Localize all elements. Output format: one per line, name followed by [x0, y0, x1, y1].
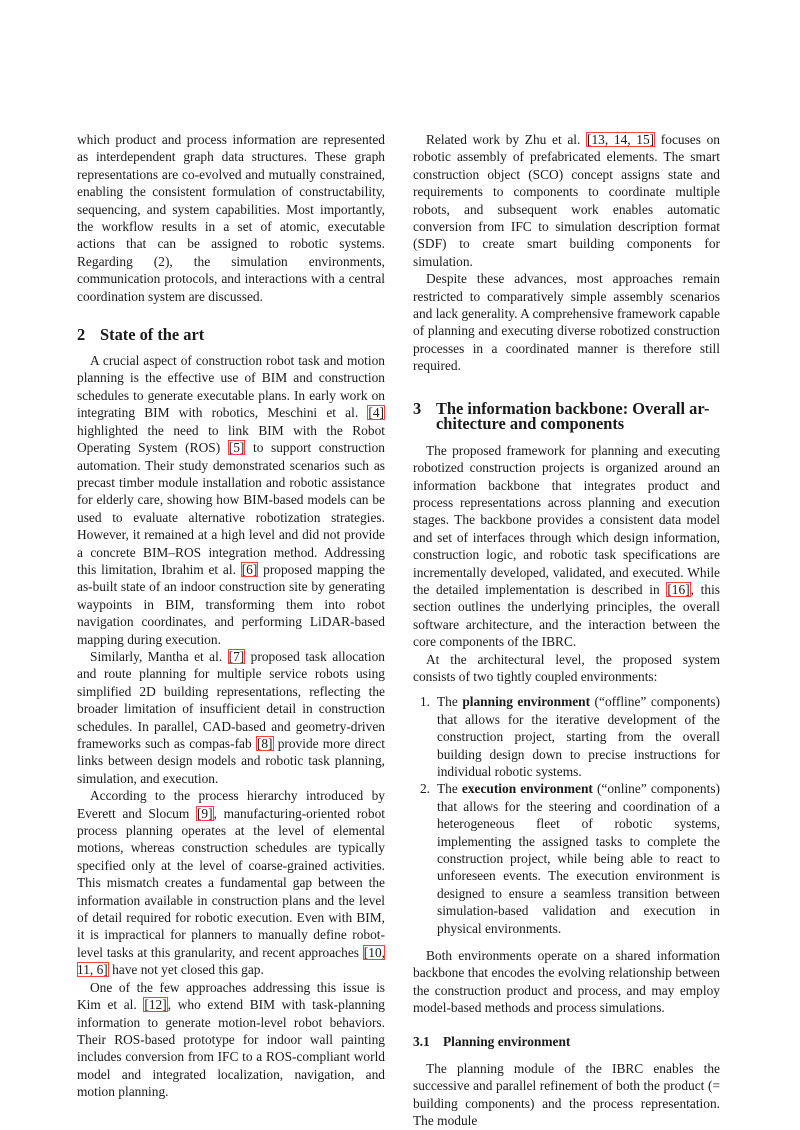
section-title: State of the art — [100, 325, 205, 345]
paragraph-shared-backbone: Both environments operate on a shared information backbone that encodes the evolving relationship between the construction product and process, and may employ model-based methods and process simulations. — [413, 948, 720, 1016]
right-column — [413, 131, 720, 1129]
paragraph-process-hierarchy — [77, 787, 385, 978]
text-run: , manufacturing-oriented robot process planning operates at the level of elemental motions, whereas construction schedules are typically specified only at the level of coarse-grained activities. This mismatch creates a fundamental gap between the information available in construction plans and the level of detail required for robotic execution. Even with BIM, it is impractical for planners to manually define robot-level tasks at this granularity, and recent approaches — [77, 805, 385, 960]
section-title-line: The information backbone: Overall ar- — [436, 398, 710, 418]
text-run: The proposed framework for planning and executing robotized construction projects is organized around an information backbone that integrates product and process representations across planning and execution stages. The backbone provides a consistent data model and set of interfaces through which design information, construction logic, and robotic task specifications are incrementally developed, validated, and executed. While the detailed implementation is described in — [413, 442, 720, 597]
text-run: The — [437, 781, 462, 797]
list-number: 2. — [419, 781, 430, 797]
citation-link[interactable]: [5] — [228, 440, 245, 456]
text-run: Similarly, Mantha et al. — [90, 648, 228, 664]
citation-link[interactable]: [7] — [228, 648, 245, 664]
text-run: The — [437, 694, 463, 710]
section-3-heading — [413, 398, 720, 433]
citation-link[interactable]: [9] — [196, 805, 213, 821]
subsection-number: 3.1 — [413, 1033, 430, 1049]
citation-link[interactable]: [13, 14, 15] — [587, 132, 655, 147]
list-item — [413, 693, 720, 780]
text-run: provide more direct links between design models and robotic task planning, simulation, and execution. — [77, 736, 385, 786]
paragraph-despite: Despite these advances, most approaches remain restricted to comparatively simple assembly scenarios and lack generality. A comprehensive framework capable of planning and executing diverse robotized construction processes in a coordinated manner is therefore still required. — [413, 271, 720, 374]
section-title-line: chitecture and components — [436, 413, 625, 433]
paragraph-zhu — [413, 131, 720, 270]
paragraph-bim-robotics — [77, 352, 385, 648]
text-run: According to the process hierarchy introduced by Everett and Slocum — [77, 788, 385, 821]
text-run: proposed task allocation and route planning for multiple service robots using simplified 2D building representations, reflecting the broader limitation of insufficient detail in construction schedules. In parallel, CAD-based and geometry-driven frameworks such as compas-fab — [77, 648, 385, 751]
bold-term: execution environment — [461, 781, 593, 797]
paragraph-mantha — [77, 648, 385, 787]
subsection-title: Planning environment — [443, 1033, 571, 1049]
bold-term: planning environment — [462, 694, 591, 710]
paragraph-planning-module: The planning module of the IBRC enables the successive and parallel refinement of both the product (= building components) and the process representation. The module — [413, 1060, 720, 1128]
citation-link[interactable]: [16] — [667, 581, 690, 597]
text-run: highlighted the need to link BIM with the Robot Operating System (ROS) — [77, 422, 385, 456]
section-number: 2 — [77, 325, 86, 345]
paragraph-architecture: At the architectural level, the proposed system consists of two tightly coupled environments: — [413, 651, 720, 684]
text-run: (“offline” components) that allows for the iterative development of the construction project, starting from the overall building design down to precise instructions for individual robotic systems. — [437, 694, 721, 779]
citation-link[interactable]: [10, 11, 6] — [77, 944, 385, 978]
paragraph-framework — [413, 442, 720, 651]
list-text — [437, 780, 720, 937]
paragraph-intro-end: which product and process information are represented as interdependent graph data structures. These graph representations are co-evolved and mutually constrained, enabling the consistent formulation of constructability, sequencing, and system capabilities. Most importantly, the workflow results in a set of atomic, executable actions that can be assigned to robotic systems. Regarding (2), the simulation environments, communication protocols, and interactions with a central coordination system are discussed. — [77, 132, 385, 304]
text-run: Related work by Zhu et al. — [426, 132, 587, 147]
text-run: to support construction automation. Their study demonstrated scenarios such as precast timber module installation and robotic assistance for elderly care, showing how BIM-based models can be used to evaluate alternative robotization strategies. However, it remained at a high level and did not provide a concrete BIM–ROS integration method. Addressing this limitation, Ibrahim et al. — [77, 440, 385, 577]
citation-link[interactable]: [6] — [241, 561, 258, 577]
list-text — [437, 693, 720, 780]
environment-list — [413, 693, 720, 937]
citation-link[interactable]: [4] — [368, 405, 384, 421]
section-title — [436, 398, 710, 433]
list-item — [413, 780, 720, 937]
text-run: One of the few approaches addressing this issue is Kim et al. — [77, 979, 385, 1013]
citation-link[interactable]: [8] — [256, 736, 273, 751]
text-run: , this section outlines the underlying principles, the overall software architecture, and the interaction between the core components of the IBRC. — [413, 581, 721, 650]
left-column — [77, 131, 385, 1101]
section-number: 3 — [413, 398, 422, 418]
text-run: focuses on robotic assembly of prefabricated elements. The smart construction object (SCO) concept assigns state and requirements to components to coordinate multiple robots, and subsequent work enables automatic conversion from IFC to simulation description format (SDF) to create smart building components for simulation. — [413, 132, 720, 269]
text-run: (“online” components) that allows for the steering and coordination of a heterogeneous fleet of robotic systems, implementing the assigned tasks to complete the construction project, while being able to react to unforeseen events. The execution environment is designed to ensure a seamless transition between simulation-based validation and execution in physical environments. — [437, 781, 720, 936]
text-run: proposed mapping the as-built state of an indoor construction site by generating waypoints in BIM, transforming them into robot navigation coordinates, and performing LiDAR-based mapping during execution. — [77, 561, 385, 647]
subsection-3-1-heading — [413, 1033, 720, 1050]
text-run: have not yet closed this gap. — [108, 962, 264, 978]
text-run: A crucial aspect of construction robot task and motion planning is the effective use of BIM and construction schedules to generate executable plans. In early work on integrating BIM with robotics, Meschini et al. — [77, 353, 385, 421]
list-number: 1. — [419, 694, 430, 710]
citation-link[interactable]: [12] — [144, 997, 167, 1013]
text-run: , who extend BIM with task-planning information to generate motion-level robot behaviors. Their ROS-based prototype for indoor wall painting includes conversion from IFC to a ROS-compliant world model and integrated localization, navigation, and motion planning. — [77, 997, 385, 1100]
section-2-heading — [77, 325, 385, 345]
paragraph-kim — [77, 979, 385, 1101]
